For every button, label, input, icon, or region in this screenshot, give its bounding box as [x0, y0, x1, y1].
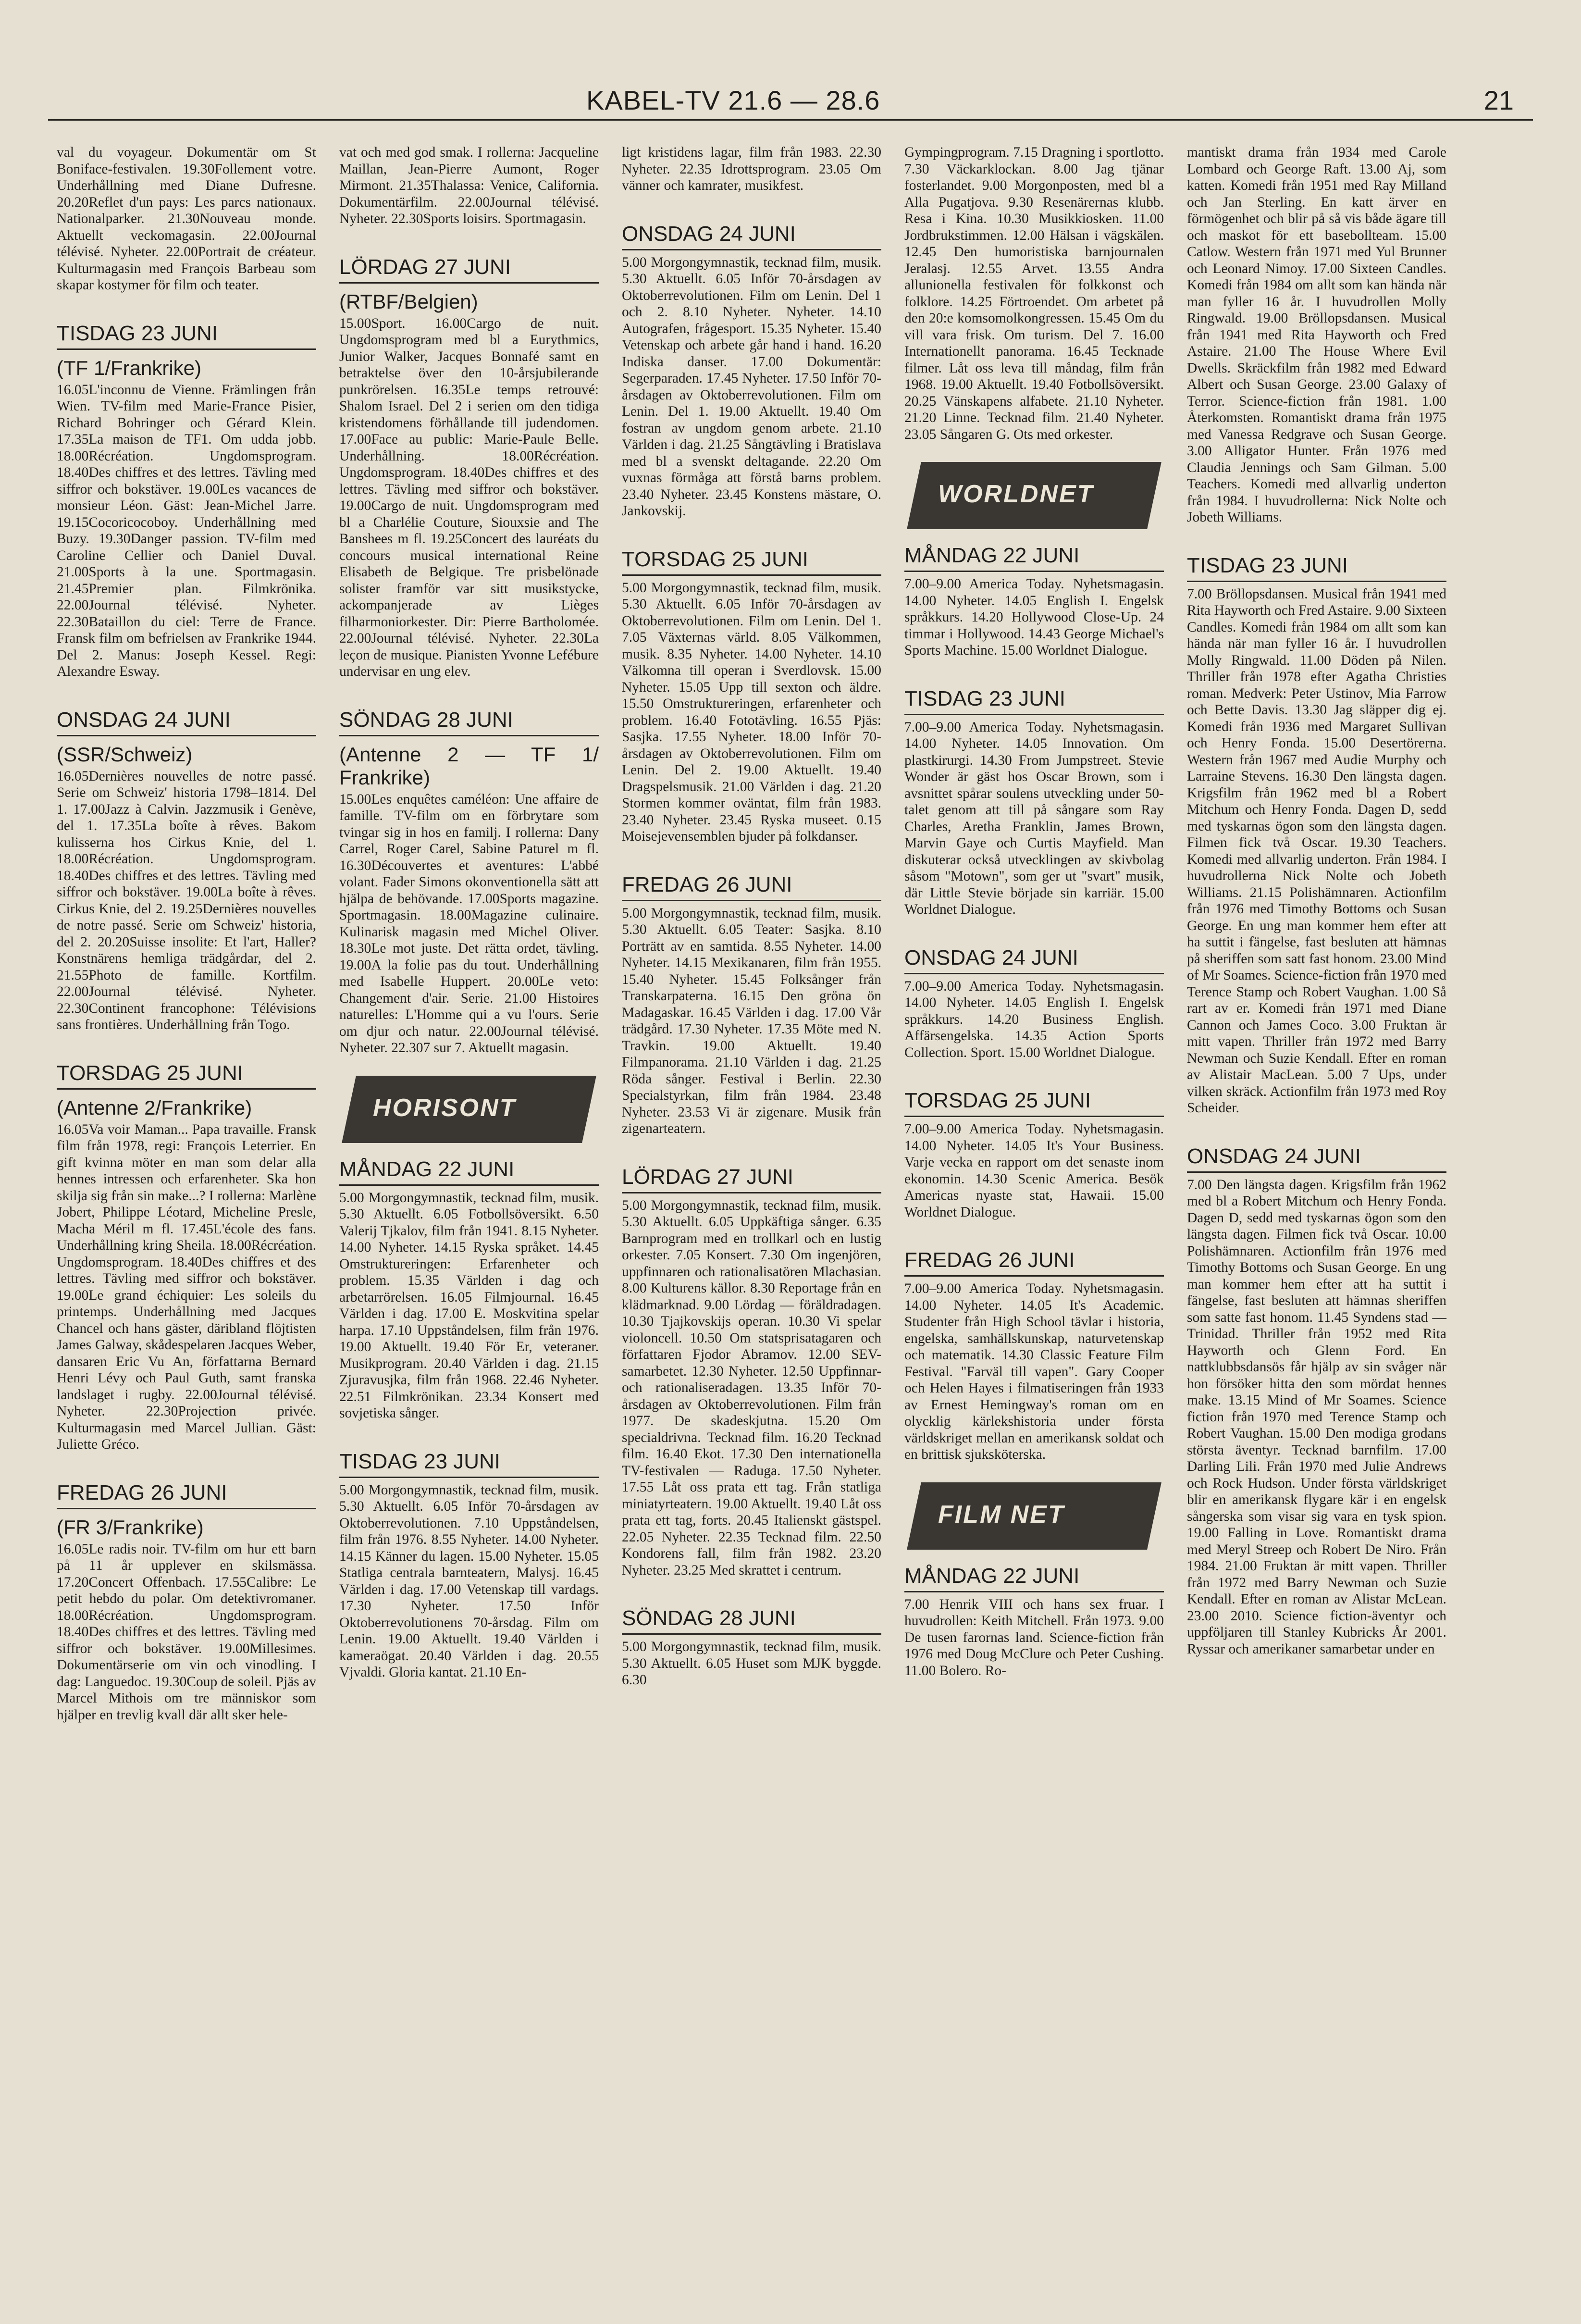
listing-text: 5.00 Morgongymnastik, tecknad film, musik. 5.30 Aktuellt. 6.05 Inför 70-årsdagen av Oktoberrevolutionen. Film om Lenin. Del 1. 7.05 Växternas värld. 8.05 Välkommen, musik. 8.35 Nyheter. 14.00 Nyheter. 14.10 Välkomna till operan i Sverdlovsk. 15.00 Nyheter. 15.05 Upp till sexton och äldre. 15.50 Omstruktureringen, erfarenheter och problem. 16.40 Fototävling. 16.55 Pjäs: Sasjka. 17.55 Nyheter. 18.00 Inför 70-årsdagen av Oktoberrevolutionen. Film om Lenin. Del 2. 19.00 Aktuellt. 19.40 Dragspelsmusik. 21.00 Världen i dag. 21.20 Stormen kommer oväntat, film från 1983. 23.40 Nyheter. 23.45 Ryska museet. 0.15 Moisejevensemblen bjuder på folkdanser.: [622, 580, 881, 844]
listing-text: 7.00–9.00 America Today. Nyhetsmagasin. 14.00 Nyheter. 14.05 English I. Engelsk språkkurs. 14.20 Business English. Affärsengelska. 14.35 Action Sports Collection. Sport. 15.00 Worldnet Dialogue.: [904, 978, 1164, 1060]
listing-text: 16.05Dernières nouvelles de notre passé. Serie om Schweiz' historia 1798–1814. Del 1. 17.00Jazz à Calvin. Jazzmusik i Genève, del 1. 17.35La boîte à rêves. Bakom kulisserna hos Cirkus Knie, del 1. 18.00Récréation. Ungdomsprogram. 18.40Des chiffres et des lettres. Tävling med siffror och bokstäver. 19.00La boîte à rêves. Cirkus Knie, del 2. 19.25Dernières nouvelles de notre passé. Serie om Schweiz' historia, del 2. 20.20Suisse insolite: Et l'art, Haller? Konstnärens hemliga trädgårdar, del 2. 21.55Photo de famille. Kortfilm. 22.00Journal télévisé. Nyheter. 22.30Continent francophone: Télévisions sans frontières. Underhållning från Togo.: [57, 768, 316, 1032]
day-heading: TISDAG 23 JUNI: [339, 1450, 599, 1478]
listing-text: 15.00Les enquêtes caméléon: Une affaire de famille. TV-film om en förbrytare som tvingar sig in hos en familj. I rollerna: Dany Carrel, Roger Carel, Sabine Paturel m fl. 16.30Découvertes et aventures: L'abbé volant. Fader Simons okonventionella sätt att hjälpa de behövande. 17.00Sports magazine. Sportmagasin. 18.00Magazine culinaire. Kulinarisk magasin med Michel Oliver. 18.30Le mot juste. Det rätta ordet, tävling. 19.00A la folie pas du tout. Underhållning med Isabelle Huppert. 20.00Le veto: Changement d'air. Serie. 21.00 Histoires naturelles: L'Homme qui a vu l'ours. Serie om djur och natur. 22.00Journal télévisé. Nyheter. 22.307 sur 7. Aktuellt magasin.: [339, 791, 599, 1056]
day-heading: FREDAG 26 JUNI: [57, 1481, 316, 1509]
channel-heading: (SSR/Schweiz): [57, 743, 193, 766]
day-heading: ONSDAG 24 JUNI: [1187, 1144, 1446, 1173]
listing-column-2: [339, 144, 599, 1685]
day-heading: SÖNDAG 28 JUNI: [339, 708, 599, 736]
listing-text: 5.00 Morgongymnastik, tecknad film, musik. 5.30 Aktuellt. 6.05 Teater: Sasjka. 8.10 Porträtt av en samtida. 8.55 Nyheter. 14.00 Nyheter. 14.15 Mexikanaren, film från 1955. 15.40 Nyheter. 15.45 Folksånger från Transkarpaternа. 16.15 Den gröna ön Madagaskar. 16.45 Världen i dag. 17.00 Vår trädgård. 17.30 Nyheter. 17.35 Möte med N. Travkin. 19.00 Aktuellt. 19.40 Filmpanorama. 21.10 Världen i dag. 21.25 Röda sånger. Festival i Berlin. 22.30 Specialstyrkan, film från 1984. 23.48 Nyheter. 23.53 Vi är zigenare. Musik från zigenarteatern.: [622, 905, 881, 1136]
listing-text: 7.00–9.00 America Today. Nyhetsmagasin. 14.00 Nyheter. 14.05 It's Your Business. Varje vecka en rapport om det senaste inom ekonomin. 14.30 Scenic America. Besök Americas nyaste stat, Hawaii. 15.00 Worldnet Dialogue.: [904, 1121, 1164, 1220]
listing-text: 5.00 Morgongymnastik, tecknad film, musik. 5.30 Aktuellt. 6.05 Uppkäftiga sånger. 6.35 Barnprogram med en trollkarl och en lustig orkester. 7.05 Konsert. 7.30 Om ingenjören, uppfinnaren och rationalisatören Mlachasian. 8.00 Kulturens källor. 8.30 Reportage från en klädmarknad. 9.00 Lördag — föräldradagen. 10.30 Tjajkovskijs operan. 10.30 Vi spelar violoncell. 10.50 Om statsprisatagaren och författaren Fjodor Abramov. 12.00 SEV-samarbetet. 12.30 Nyheter. 12.50 Uppfinnar- och rationaliseradagen. 13.35 Inför 70-årsdagen av Oktoberrevolutionen. Film från 1977. De skadeskjutna. 15.20 Om specialdrivna. Tecknad film. 16.20 Tecknad film. 16.40 Ekot. 17.30 Den internationella TV-festivalen — Raduga. 17.50 Nyheter. 17.55 Låt oss prata ett tag. Från statliga miniatyrteatern. 19.00 Aktuellt. 19.40 Låt oss prata ett tag, forts. 20.45 Italienskt gästspel. 22.05 Nyheter. 22.35 Tecknad film. 22.50 Kondorens fall, film från 1982. 23.20 Nyheter. 23.25 Med skrattet i centrum.: [622, 1197, 881, 1578]
section-title: KABEL-TV 21.6 — 28.6: [586, 85, 880, 115]
channel-heading: (Antenne 2 — TF 1/ Frankrike): [339, 743, 599, 789]
listing-column-1: [57, 144, 316, 1727]
day-heading: TORSDAG 25 JUNI: [622, 547, 881, 576]
listing-text: 16.05Va voir Maman... Papa travaille. Fransk film från 1978, regi: François Leterrier. En gift kvinna möter en man som delar alla hennes intressen och erfarenheter. Ska hon skilja sig från sin make...? I rollerna: Marlène Jobert, Philippe Léotard, Micheline Presle, Macha Méril m fl. 17.45L'école des fans. Underhållning kring Sheila. 18.00Récréation. Ungdomsprogram. 18.40Des chiffres et des lettres. Tävling med siffror och bokstäver. 19.00Le grand échiquier: Les soleils du printemps. Underhållning med Jacques Chancel och hans gäster, däribland flöjtisten James Galway, skådespelaren Jacques Weber, dansaren Eric Vu An, författarna Bernard Henri Lévy och Paul Guth, samt franska landslaget i rugby. 22.00Journal télévisé. Nyheter. 22.30Projection privée. Kulturmagasin med Marcel Jullian. Gäst: Juliette Gréco.: [57, 1121, 316, 1452]
day-heading: TISDAG 23 JUNI: [904, 687, 1164, 715]
listing-text: 7.00 Henrik VIII och hans sex fruar. I huvudrollen: Keith Mitchell. Från 1973. 9.00 De tusen farornas land. Science-fiction från 1976 med Doug McClure och Peter Cushing. 11.00 Bolero. Ro-: [904, 1596, 1164, 1678]
channel-heading: (TF 1/Frankrike): [57, 356, 202, 379]
day-heading: FREDAG 26 JUNI: [904, 1248, 1164, 1277]
listing-column-5: [1187, 144, 1446, 1661]
day-heading: TISDAG 23 JUNI: [57, 322, 316, 350]
day-heading: FREDAG 26 JUNI: [622, 873, 881, 901]
day-heading: LÖRDAG 27 JUNI: [622, 1165, 881, 1193]
day-heading: ONSDAG 24 JUNI: [622, 222, 881, 250]
listing-text: 7.00 Bröllopsdansen. Musical från 1941 med Rita Hayworth och Fred Astaire. 9.00 Sixteen Candles. Komedi från 1984 om allt som kan hända när man fyller 16 år. I huvudrollen Molly Ringwald. 11.00 Döden på Nilen. Thriller från 1978 efter Agatha Christies roman. Medverk: Peter Ustinov, Mia Farrow och Bette Davis. 13.30 Jag släpper dig ej. Komedi från 1936 med Margaret Sullivan och Henry Fonda. 15.00 Desertörerna. Western från 1967 med Audie Murphy och Larraine Stevens. 16.30 Den längsta dagen. Krigsfilm från 1962 med bl a Robert Mitchum och Henry Fonda. Dagen D, sedd med tyskarnas ögon som den längsta dagen. Filmen fick två Oscar. 19.30 Teachers. Komedi med allvarlig underton. Från 1984. I huvudrollerna Nick Nolte och Jobeth Williams. 21.15 Polishämnaren. Actionfilm från 1976 med Timothy Bottoms och Susan George. En ung man kommer hem efter att ha suttit i fängelse, fast besluten att hämnas på sheriffen som satt fast honom. 23.00 Mind of Mr Soames. Science-fiction från 1970 med Terence Stamp och Robert Vaughan. 1.00 Så rart av er. Komedi från 1971 med Diane Cannon och James Coco. 3.00 Fruktan är mitt vapen. Thriller från 1972 med Barry Newman och Suzie Kendall. Efter en roman av Alistair MacLean. 5.00 7 Ups, under vilken skräck. Actionfilm från 1973 med Roy Scheider.: [1187, 586, 1446, 1116]
listing-column-3: [622, 144, 881, 1692]
listing-text: vat och med god smak. I rollerna: Jacqueline Maillan, Jean-Pierre Aumont, Roger Mirmont. 21.35Thalassa: Venice, California. Dokumentärfilm. 22.00Journal télévisé. Nyheter. 22.30Sports loisirs. Sportmagasin.: [339, 145, 599, 226]
listing-column-4: [904, 144, 1164, 1683]
day-heading: TORSDAG 25 JUNI: [57, 1061, 316, 1090]
day-heading: MÅNDAG 22 JUNI: [339, 1157, 599, 1186]
listing-text: 7.00–9.00 America Today. Nyhetsmagasin. 14.00 Nyheter. 14.05 It's Academic. Studenter från High School tävlar i historia, engelska, samhällskunskap, naturvetenskap och matematik. 14.30 Classic Feature Film Festival. "Farväl till vapen". Gary Cooper och Helen Hayes i filmatiseringen från 1933 av Ernest Hemingway's roman om en olycklig kärlekshistoria under första världskriget mellan en amerikansk soldat och en brittisk sjuksköterska.: [904, 1281, 1164, 1462]
listing-text: 15.00Sport. 16.00Cargo de nuit. Ungdomsprogram med bl a Eurythmics, Junior Walker, Jacques Bonnafé samt en betraktelse över den 10-årsjubilerande punkrörelsen. 16.35Le temps retrouvé: Shalom Israel. Del 2 i serien om den tidiga kristendomens förhållande till judendomen. 17.00Face au public: Marie-Paule Belle. Underhållning. 18.00Récréation. Ungdomsprogram. 18.40Des chiffres et des lettres. Tävling med siffror och bokstäver. 19.00Cargo de nuit. Ungdomsprogram med bl a Charlélie Couture, Siouxsie and The Banshees m fl. 19.25Concert des lauréats du concours musical international Reine Elisabeth de Belgique. Tre prisbelönade solister framför var sitt musikstycke, ackompanjerade av Lièges filharmoniorkester. Dir: Pierre Bartholomée. 22.00Journal télévisé. Nyheter. 22.30La leçon de musique. Pianisten Yvonne Lefébure undervisar en ung elev.: [339, 315, 599, 679]
listing-text: 7.00–9.00 America Today. Nyhetsmagasin. 14.00 Nyheter. 14.05 English I. Engelsk språkkurs. 14.20 Hollywood Close-Up. 24 timmar i Hollywood. 14.43 George Michael's Sports Machine. 15.00 Worldnet Dialogue.: [904, 576, 1164, 658]
day-heading: ONSDAG 24 JUNI: [904, 946, 1164, 974]
day-heading: TISDAG 23 JUNI: [1187, 554, 1446, 582]
header-rule: [48, 119, 1533, 121]
day-heading: LÖRDAG 27 JUNI: [339, 255, 599, 284]
listing-text: 7.00–9.00 America Today. Nyhetsmagasin. 14.00 Nyheter. 14.05 Innovation. Om plastkirurgi. 14.30 From Jumpstreet. Stevie Wonder är gäst hos Oscar Brown, som i avsnittet spårar soulens utveckling under 50-talet genom att till på sångare som Ray Charles, Aretha Franklin, James Brown, Marvin Gaye och Curtis Mayfield. Man diskuterar också utvecklingen av skivbolag såsom "Motown", som ger ut "svart" musik, där Little Stevie började sin karriär. 15.00 Worldnet Dialogue.: [904, 719, 1164, 917]
logo-text: FILM NET: [938, 1500, 1065, 1529]
day-heading: SÖNDAG 28 JUNI: [622, 1606, 881, 1635]
logo-text: WORLDNET: [938, 480, 1094, 508]
listing-text: 5.00 Morgongymnastik, tecknad film, musik. 5.30 Aktuellt. 6.05 Fotbollsöversikt. 6.50 Valerij Tjkalov, film från 1941. 8.15 Nyheter. 14.00 Nyheter. 14.15 Ryska språket. 14.45 Omstruktureringen: Erfarenheter och problem. 15.35 Världen i dag och arbetarrörelsen. 16.05 Filmjournal. 16.45 Världen i dag. 17.00 E. Moskvitina spelar harpa. 17.10 Uppståndelsen, film från 1976. 19.00 Aktuellt. 19.40 För Er, veteraner. Musikprogram. 20.40 Världen i dag. 21.15 Zjuravusjka, film från 1968. 22.46 Nyheter. 22.51 Filmkrönikan. 23.34 Konsert med sovjetiska sånger.: [339, 1190, 599, 1421]
page-header: [48, 82, 1533, 125]
channel-heading: (Antenne 2/Frankrike): [57, 1096, 252, 1119]
listing-text: ligt kristidens lagar, film från 1983. 22.30 Nyheter. 22.35 Idrottsprogram. 23.05 Om vänner och kamrater, musikfest.: [622, 145, 881, 193]
channel-logo: [339, 1076, 599, 1143]
day-heading: MÅNDAG 22 JUNI: [904, 544, 1164, 572]
listing-text: 16.05Le radis noir. TV-film om hur ett barn på 11 år upplever en skilsmässa. 17.20Concert Offenbach. 17.55Calibre: Le petit hebdo du polar. Om detektivromaner. 18.00Récréation. Ungdomsprogram. 18.40Des chiffres et des lettres. Tävling med siffror och bokstäver. 19.00Millesimes. Dokumentärserie om vin och vinodling. I dag: Languedoc. 19.30Coup de soleil. Pjäs av Marcel Mithois om tre människor som hjälper en trevlig kvall där allt sker hele-: [57, 1541, 316, 1723]
listing-text: val du voyageur. Dokumentär om St Boniface-festivalen. 19.30Follement votre. Underhållning med Diane Dufresne. 20.20Reflet d'un pays: Les parcs nationaux. Nationalparker. 21.30Nouveau monde. Aktuellt veckomagasin. 22.00Journal télévisé. Nyheter. 22.00Portrait de créateur. Kulturmagasin med François Barbeau som skapar kostymer för film och teater.: [57, 145, 316, 293]
listing-text: Gympingprogram. 7.15 Dragning i sportlotto. 7.30 Väckarklockan. 8.00 Jag tjänar fosterlandet. 9.00 Morgonposten, med bl a Alla Pugatjova. 9.30 Resenärernas klubb. Resa i Kina. 10.30 Musikkiosken. 11.00 Jordbrukstimmen. 12.00 Hälsan i vägskälen. 12.45 Den humoristiska barnjournalen Jeralasj. 12.55 Arvet. 13.55 Andra allunionella festivalen för folkkonst och folklore. 14.25 Förtroendet. Om arbetet på den 20:e komsomolkongressen. 15.45 Om du vill vara frisk. Om turism. Del 7. 16.00 Internationellt panorama. 16.45 Tecknade filmer. Låt oss leva till måndag, film från 1968. 19.00 Aktuellt. 19.40 Fotbollsöversikt. 20.25 Vänskapens alfabete. 21.10 Nyheter. 21.20 Linne. Tecknad film. 21.40 Nyheter. 23.05 Sångaren G. Ots med orkester.: [904, 145, 1164, 442]
listing-text: 5.00 Morgongymnastik, tecknad film, musik. 5.30 Aktuellt. 6.05 Huset som MJK byggde. 6.30: [622, 1639, 881, 1688]
listing-text: 7.00 Den längsta dagen. Krigsfilm från 1962 med bl a Robert Mitchum och Henry Fonda. Dagen D, sedd med tyskarnas ögon som den längsta dagen. Filmen fick två Oscar. 10.00 Polishämnaren. Actionfilm från 1976 med Timothy Bottoms och Susan George. En ung man kommer hem efter att ha suttit i fängelse, fast besluten att hämnas sheriffen som satte fast honom. 11.45 Syndens stad — Trinidad. Thriller från 1952 med Rita Hayworth och Glenn Ford. En nattklubbsdansös får hjälp av sin svåger när hon försöker hitta den som mördat hennes make. 13.15 Mind of Mr Soames. Science fiction från 1970 med Terence Stamp och Robert Vaughan. 15.00 Den modiga grodans största äventyr. Tecknad barnfilm. 17.00 Darling Lili. Från 1970 med Julie Andrews och Rock Hudson. Under första världskriget blir en amerikansk flygare kär i en engelsk sångerska som visar sig vara en tysk spion. 19.00 Falling in Love. Romantiskt drama med Meryl Streep och Robert De Niro. Från 1984. 21.00 Fruktan är mitt vapen. Thriller från 1972 med Barry Newman och Suzie Kendall. Efter en roman av Alistar McLean. 23.00 2010. Science fiction-äventyr och uppföljaren till Stanley Kubricks År 2001. Ryssar och amerikaner samarbetar under en: [1187, 1177, 1446, 1657]
channel-heading: (FR 3/Frankrike): [57, 1516, 204, 1539]
page-number: 21: [1483, 85, 1514, 115]
listing-text: 16.05L'inconnu de Vienne. Främlingen från Wien. TV-film med Marie-France Pisier, Richard Bohringer och Gérard Klein. 17.35La maison de TF1. Om udda jobb. 18.00Récréation. Ungdomsprogram. 18.40Des chiffres et des lettres. Tävling med siffror och bokstäver. 19.00Les vacances de monsieur Léon. Gäst: Jean-Michel Jarre. 19.15Cocoricocoboy. Underhållning med Buzy. 19.30Danger passion. TV-film med Caroline Cellier och Daniel Duval. 21.00Sports à la une. Sportmagasin. 21.45Premier plan. Filmkrönika. 22.00Journal télévisé. Nyheter. 22.30Bataillon du ciel: Terre de France. Fransk film om befrielsen av Frankrike 1944. Del 2. Manus: Joseph Kessel. Regi: Alexandre Esway.: [57, 382, 316, 679]
channel-heading: (RTBF/Belgien): [339, 290, 478, 313]
day-heading: TORSDAG 25 JUNI: [904, 1089, 1164, 1117]
logo-text: HORISONT: [373, 1094, 517, 1122]
listing-text: mantiskt drama från 1934 med Carole Lombard och George Raft. 13.00 Aj, som katten. Komedi från 1951 med Ray Milland och Jan Sterling. En katt ärver en förmögenhet och blir på så vis både ägare till och maskot för ett basebollteam. 15.00 Catlow. Western från 1971 med Yul Brunner och Leonard Nimoy. 17.00 Sixteen Candles. Komedi från 1984 om allt som kan hända när man fyller 16 år. I huvudrollen Molly Ringwald. 19.00 Bröllopsdansen. Musical från 1941 med Rita Hayworth och Fred Astaire. 21.00 The House Where Evil Dwells. Skräckfilm från 1982 med Edward Albert och Susan George. 23.00 Galaxy of Terror. Science-fiction från 1981. 1.00 Återkomsten. Romantiskt drama från 1975 med Vanessa Redgrave och Susan George. 3.00 Alligator Hunter. Från 1976 med Claudia Jennings och Sam Gilman. 5.00 Teachers. Komedi med allvarlig underton från 1984. I huvudrollerna: Nick Nolte och Jobeth Williams.: [1187, 145, 1446, 525]
listing-text: 5.00 Morgongymnastik, tecknad film, musik. 5.30 Aktuellt. 6.05 Inför 70-årsdagen av Oktoberrevolutionen. 7.10 Uppståndelsen, film från 1976. 8.55 Nyheter. 14.00 Nyheter. 14.15 Känner du lagen. 15.00 Nyheter. 15.05 Statliga centrala barnteatern, Malysj. 16.45 Världen i dag. 17.00 Vetenskap till vardags. 17.30 Nyheter. 17.50 Inför Oktoberrevolutionens 70-årsdag. Film om Lenin. 19.00 Aktuellt. 19.40 Världen i kameraögat. 20.40 Världen i dag. 20.55 Vjvaldi. Gloria kantat. 21.10 En-: [339, 1482, 599, 1680]
day-heading: ONSDAG 24 JUNI: [57, 708, 316, 736]
channel-logo: [904, 1482, 1164, 1550]
listing-text: 5.00 Morgongymnastik, tecknad film, musik. 5.30 Aktuellt. 6.05 Inför 70-årsdagen av Oktoberrevolutionen. Film om Lenin. Del 1 och 2. 8.10 Nyheter. Nyheter. 14.10 Autografen, frågesport. 15.35 Nyheter. 15.40 Vetenskap och arbete går hand i hand. 16.20 Indiska danser. 17.00 Dokumentär: Segerparaden. 17.45 Nyheter. 17.50 Inför 70-årsdagen av Oktoberrevolutionen. Film om Lenin. Del 1. 19.00 Aktuellt. 19.40 Om fostran av ungdom genom arbete. 21.10 Världen i dag. 21.25 Sångtävling i Bratislava med bl a svenskt deltagande. 22.20 Om vuxnas förmåga att förstå barns problem. 23.40 Nyheter. 23.45 Konstens mästare, O. Jankovskij.: [622, 254, 881, 519]
day-heading: MÅNDAG 22 JUNI: [904, 1564, 1164, 1592]
channel-logo: [904, 462, 1164, 529]
